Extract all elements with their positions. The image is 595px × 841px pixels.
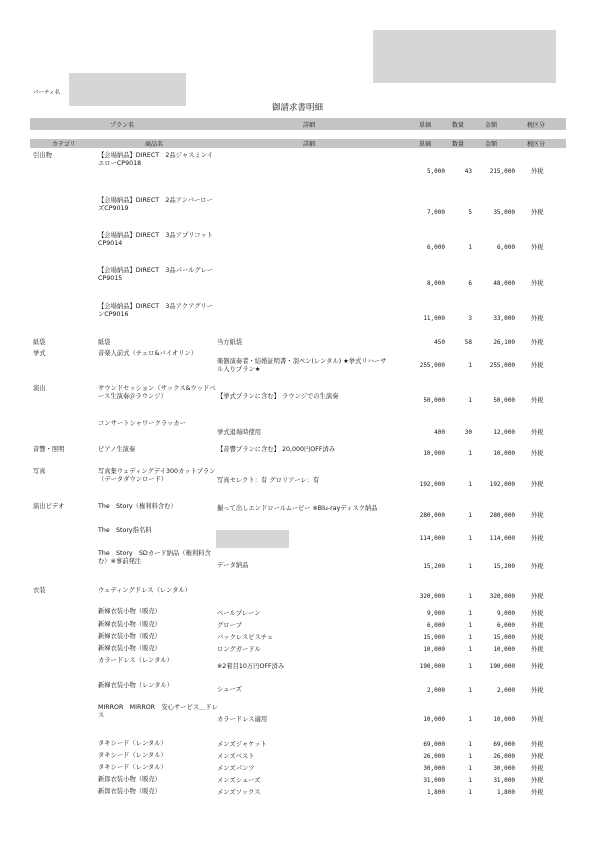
row-product: 新婦衣装小物（販売）	[98, 645, 161, 652]
header-category: カテゴリ	[52, 141, 76, 148]
row-detail: メンズジャケット	[217, 741, 267, 748]
row-detail: メンズシューズ	[217, 777, 261, 784]
header-detail-2: 詳細	[303, 141, 316, 148]
row-quantity: 30	[464, 429, 472, 436]
row-quantity: 3	[468, 315, 472, 322]
row-tax-type: 外税	[531, 397, 544, 404]
row-quantity: 58	[464, 339, 472, 346]
row-quantity: 1	[468, 753, 472, 760]
row-product: 新郎衣装小物（販売）	[98, 776, 161, 783]
row-tax-type: 外税	[531, 512, 544, 519]
row-detail: グローブ	[217, 622, 242, 629]
row-unit-price: 320,000	[419, 593, 445, 600]
row-amount: 2,000	[496, 687, 515, 694]
row-tax-type: 外税	[531, 622, 544, 629]
row-tax-type: 外税	[531, 634, 544, 641]
row-unit-price: 1,800	[426, 789, 445, 796]
item-header-bar	[30, 139, 566, 148]
row-detail: ※2着目10万円OFF済み	[217, 663, 285, 670]
row-product: タキシード（レンタル）	[98, 752, 167, 759]
row-unit-price: 400	[434, 429, 445, 436]
row-amount: 9,000	[496, 610, 515, 617]
row-product: カラードレス（レンタル）	[98, 657, 173, 664]
row-quantity: 1	[468, 593, 472, 600]
row-tax-type: 外税	[531, 168, 544, 175]
row-tax-type: 外税	[531, 563, 544, 570]
row-tax-type: 外税	[531, 765, 544, 772]
row-amount: 26,000	[493, 753, 515, 760]
row-quantity: 1	[468, 512, 472, 519]
row-unit-price: 8,000	[426, 280, 445, 287]
row-quantity: 5	[468, 209, 472, 216]
row-tax-type: 外税	[531, 789, 544, 796]
row-product: 新婦衣装小物（販売）	[98, 608, 161, 615]
row-tax-type: 外税	[531, 315, 544, 322]
row-product: タキシード（レンタル）	[98, 764, 167, 771]
row-product: 【会場納品】DIRECT 2品アンバーローズCP9019	[98, 197, 213, 213]
row-amount: 31,000	[493, 777, 515, 784]
row-amount: 26,100	[493, 339, 515, 346]
page-title: 御請求書明細	[271, 103, 323, 113]
row-tax-type: 外税	[531, 339, 544, 346]
row-quantity: 1	[468, 622, 472, 629]
row-detail: メンズベスト	[217, 753, 255, 760]
row-unit-price: 6,000	[426, 244, 445, 251]
row-tax-type: 外税	[531, 777, 544, 784]
row-product: 新婦衣装小物（販売）	[98, 633, 161, 640]
row-amount: 114,000	[489, 535, 515, 542]
row-tax-type: 外税	[531, 535, 544, 542]
header-qty-2: 数量	[452, 141, 465, 148]
row-unit-price: 192,000	[419, 481, 445, 488]
row-detail: メンズソックス	[217, 789, 261, 796]
row-detail: 写真セレクト：有 グロリアーレ：有	[217, 477, 320, 484]
row-detail: カラードレス適用	[217, 716, 268, 723]
row-product: 新婦衣装小物（販売）	[98, 621, 161, 628]
row-product: The Story（権利料含む）	[98, 503, 177, 510]
row-product: 【会場納品】DIRECT 2品ジャスミンイエローCP9018	[98, 152, 214, 168]
row-product: MIRROR MIRROR 安心サービス＿ドレス	[98, 704, 219, 720]
row-unit-price: 26,000	[423, 753, 445, 760]
row-product: 【会場納品】DIRECT 3品アクアグリーンCP9016	[98, 303, 214, 319]
row-quantity: 1	[468, 789, 472, 796]
header-qty: 数量	[452, 122, 465, 129]
row-amount: 30,000	[493, 765, 515, 772]
row-unit-price: 450	[434, 339, 445, 346]
row-amount: 6,000	[496, 622, 515, 629]
row-unit-price: 30,000	[423, 765, 445, 772]
row-product: 写真集ウェディングデイ300カットプラン（データダウンロード）	[98, 468, 216, 484]
row-product: 新婦衣装小物（レンタル）	[98, 682, 174, 689]
row-product: 【会場納品】DIRECT 3品アプリコットCP9014	[98, 232, 213, 248]
row-unit-price: 11,000	[423, 315, 445, 322]
header-plan: プラン名	[110, 122, 135, 129]
header-amount-2: 金額	[485, 141, 498, 148]
row-product: ウェディングドレス（レンタル）	[98, 587, 191, 594]
row-unit-price: 69,000	[423, 741, 445, 748]
row-amount: 6,000	[496, 244, 515, 251]
row-amount: 33,000	[493, 315, 515, 322]
row-category: 引出物	[33, 152, 52, 159]
row-detail: データ納品	[217, 562, 249, 569]
row-quantity: 1	[468, 646, 472, 653]
row-amount: 35,000	[493, 209, 515, 216]
row-quantity: 1	[468, 481, 472, 488]
row-detail: 楽器演奏者・結婚証明書・羽ペン(レンタル) ★挙式リハーサル入りプラン★	[217, 358, 387, 374]
row-product: The Story SDカード納品（権利料含む）※事前発注	[98, 550, 211, 566]
row-detail: 当方紙袋	[217, 339, 243, 346]
row-detail: ベールプレーン	[217, 610, 261, 617]
row-quantity: 1	[468, 450, 472, 457]
row-tax-type: 外税	[531, 610, 544, 617]
header-price-2: 単価	[419, 141, 432, 148]
row-quantity: 1	[468, 563, 472, 570]
row-quantity: 1	[468, 716, 472, 723]
row-detail: 挙式退場時使用	[217, 429, 262, 436]
row-category: 演出	[33, 385, 46, 392]
row-tax-type: 外税	[531, 753, 544, 760]
row-unit-price: 6,000	[426, 622, 445, 629]
row-amount: 10,000	[493, 716, 515, 723]
row-unit-price: 50,000	[423, 397, 445, 404]
row-tax-type: 外税	[531, 450, 544, 457]
row-unit-price: 31,000	[423, 777, 445, 784]
row-product: 新郎衣装小物（販売）	[98, 788, 161, 795]
row-unit-price: 10,000	[423, 716, 445, 723]
redacted-block-top-right	[373, 30, 556, 83]
header-amount: 金額	[485, 122, 498, 129]
row-product: 音楽人前式（チェロ&バイオリン）	[98, 350, 197, 357]
row-tax-type: 外税	[531, 280, 544, 287]
row-category: 音響・照明	[33, 446, 65, 453]
row-amount: 12,000	[493, 429, 515, 436]
header-detail: 詳細	[303, 122, 316, 129]
row-amount: 15,200	[493, 563, 515, 570]
row-product: 【会場納品】DIRECT 3品パールグレーCP9015	[98, 267, 214, 283]
row-quantity: 1	[468, 244, 472, 251]
row-product: コンサートシャワークラッカー	[98, 420, 186, 427]
row-amount: 69,000	[493, 741, 515, 748]
row-category: 衣装	[33, 587, 46, 594]
row-amount: 280,000	[489, 512, 515, 519]
row-unit-price: 10,000	[423, 450, 445, 457]
row-category: 写真	[33, 468, 46, 475]
row-amount: 1,800	[496, 789, 515, 796]
row-detail: 【音響プランに含む】 20,000円OFF済み	[217, 446, 336, 453]
header-product: 商品名	[145, 141, 164, 148]
row-amount: 255,000	[489, 362, 515, 369]
row-category: 演出ビデオ	[33, 503, 65, 510]
row-tax-type: 外税	[531, 209, 544, 216]
row-tax-type: 外税	[531, 362, 544, 369]
row-tax-type: 外税	[531, 646, 544, 653]
row-amount: 50,000	[493, 397, 515, 404]
row-detail: 撮って出しエンドロールムービー ※Blu-rayディスク納品	[217, 505, 378, 512]
row-quantity: 1	[468, 741, 472, 748]
header-tax: 税区分	[527, 122, 546, 129]
row-unit-price: 15,000	[423, 634, 445, 641]
row-tax-type: 外税	[531, 429, 544, 436]
redacted-field	[216, 530, 289, 548]
header-price: 単価	[419, 122, 432, 129]
row-amount: 10,000	[493, 450, 515, 457]
row-detail: バックレスビスチェ	[217, 634, 274, 641]
row-detail: シューズ	[217, 686, 242, 693]
row-product: サウンドセッション（サックス&ウッドベース生演奏＠ラウンジ）	[98, 385, 216, 401]
row-tax-type: 外税	[531, 481, 544, 488]
row-product: 紙袋	[98, 339, 111, 346]
row-amount: 190,000	[489, 663, 515, 670]
row-quantity: 1	[468, 687, 472, 694]
row-detail: メンズパンツ	[217, 765, 255, 772]
row-tax-type: 外税	[531, 716, 544, 723]
header-tax-2: 税区分	[527, 141, 546, 148]
row-quantity: 1	[468, 765, 472, 772]
row-tax-type: 外税	[531, 687, 544, 694]
row-unit-price: 7,000	[426, 209, 445, 216]
row-quantity: 1	[468, 535, 472, 542]
row-tax-type: 外税	[531, 244, 544, 251]
row-tax-type: 外税	[531, 663, 544, 670]
row-quantity: 1	[468, 397, 472, 404]
row-detail: 【挙式プランに含む】 ラウンジでの生演奏	[217, 393, 339, 400]
row-unit-price: 9,000	[426, 610, 445, 617]
row-category: 挙式	[33, 350, 46, 357]
row-unit-price: 2,000	[426, 687, 445, 694]
row-tax-type: 外税	[531, 593, 544, 600]
row-product: ピアノ生演奏	[98, 446, 136, 453]
row-amount: 320,000	[489, 593, 515, 600]
row-quantity: 1	[468, 777, 472, 784]
row-unit-price: 10,000	[423, 646, 445, 653]
row-quantity: 6	[468, 280, 472, 287]
row-unit-price: 5,000	[426, 168, 445, 175]
row-category: 紙袋	[33, 339, 46, 346]
plan-header-bar	[30, 118, 566, 130]
row-unit-price: 114,000	[419, 535, 445, 542]
row-amount: 48,000	[493, 280, 515, 287]
row-amount: 192,000	[489, 481, 515, 488]
row-quantity: 43	[464, 168, 472, 175]
row-product: タキシード（レンタル）	[98, 740, 167, 747]
row-tax-type: 外税	[531, 741, 544, 748]
row-quantity: 1	[468, 362, 472, 369]
row-quantity: 1	[468, 610, 472, 617]
row-amount: 10,000	[493, 646, 515, 653]
row-unit-price: 255,000	[419, 362, 445, 369]
row-detail: ロングガードル	[217, 646, 261, 653]
row-quantity: 1	[468, 663, 472, 670]
row-unit-price: 280,000	[419, 512, 445, 519]
row-amount: 215,000	[489, 168, 515, 175]
row-unit-price: 15,200	[423, 563, 445, 570]
party-name-label: パーティ名	[33, 90, 61, 96]
row-unit-price: 190,000	[419, 663, 445, 670]
row-quantity: 1	[468, 634, 472, 641]
row-product: The Story指名料	[98, 527, 152, 534]
row-amount: 15,000	[493, 634, 515, 641]
